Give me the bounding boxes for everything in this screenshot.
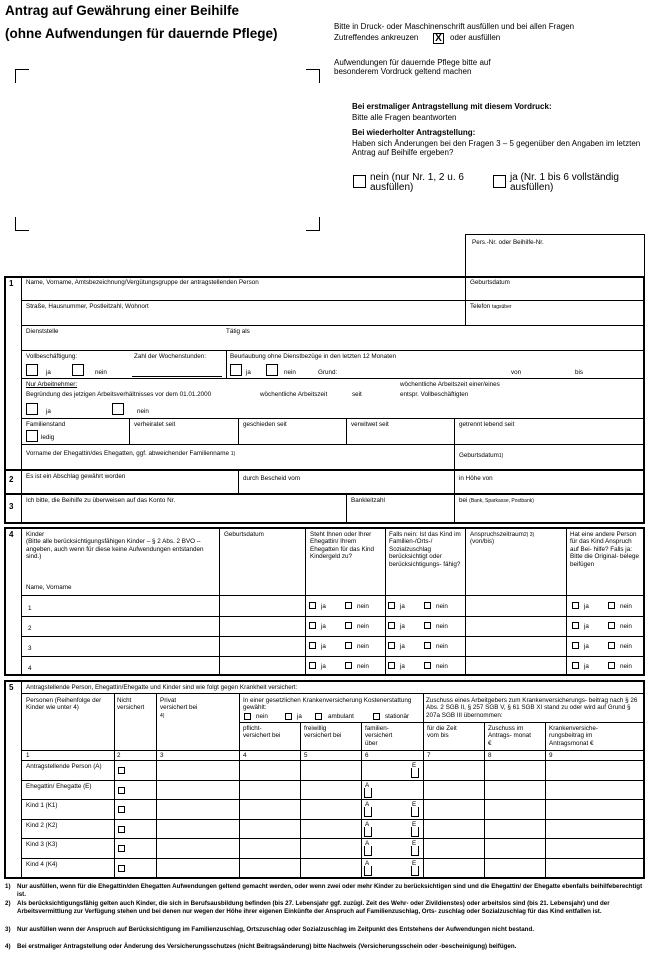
nicht-versichert-header: Nicht versichert [117,697,145,712]
insured-person-label: Ehegattin/ Ehegatte (E) [26,783,92,790]
footnote-number: 2) [5,900,11,907]
freiwillig-field[interactable] [301,781,360,799]
privat-field[interactable] [157,820,238,838]
column-number: 4 [243,752,247,759]
insured-person-label: Kind 1 (K1) [26,802,58,809]
column-number: 8 [488,752,492,759]
zuschuss-antrag-header: Zuschuss im Antrags- monat € [488,725,532,747]
kindergeld-ja-label: ja [321,603,326,610]
pflicht-field[interactable] [240,820,299,838]
zuschuss-zeit-field[interactable] [424,781,483,799]
arbeitnehmer-nein-checkbox[interactable] [112,403,124,415]
column-number: 1 [26,752,30,759]
zuschlag-ja-checkbox[interactable] [388,602,395,609]
pflicht-field[interactable] [240,839,299,857]
vollbeschaeftigung-nein-label: nein [95,369,107,376]
column-number: 2 [117,752,121,759]
child-name-field[interactable] [22,637,218,655]
section-1-number: 1 [9,279,14,288]
ehegatte-birthdate-label[interactable]: Geburtsdatum1) [459,452,504,459]
dienststelle-label[interactable]: Dienststelle [26,328,59,335]
repeat-application-text: Haben sich Änderungen bei den Fragen 3 – 5 gegenüber den Angaben im letzten Antrag auf Beihilfe ergeben? [352,139,641,157]
gesetzlich-header: In einer gesetzlichen Krankenversicherung Kostenerstattung gewählt: [243,697,412,712]
kostenerstattung-ja-label: ja [297,713,302,720]
kostenerstattung-ambulant-checkbox[interactable] [315,713,322,720]
zuschlag-nein-checkbox[interactable] [424,602,431,609]
beitrag-field[interactable] [546,781,643,799]
andere-person-nein-label: nein [620,643,632,650]
kindergeld-ja-label: ja [321,643,326,650]
privat-field[interactable] [157,781,238,799]
verwitwet-label[interactable]: verwitwet seit [351,421,389,428]
verheiratet-label[interactable]: verheiratet seit [134,421,176,428]
kindergeld-nein-label: nein [357,643,369,650]
insured-person-label: Kind 4 (K4) [26,861,58,868]
familienversichert-e-marker[interactable] [411,827,419,837]
familienstand-label: Familienstand [26,421,66,428]
section-5-number: 5 [9,683,14,692]
freiwillig-field[interactable] [301,839,360,857]
familienversichert-e-marker[interactable] [411,866,419,876]
address-corner-br [306,217,320,231]
telefon-label[interactable]: Telefon tagsüber [470,303,512,310]
column-number: 3 [160,752,164,759]
zuschlag-nein-checkbox[interactable] [424,662,431,669]
marker-e-label: E [412,821,417,828]
familienversichert-e-marker[interactable] [411,807,419,817]
child-anspruch-field[interactable] [466,617,565,635]
nicht-versichert-checkbox[interactable] [118,767,125,774]
zuschlag-nein-checkbox[interactable] [424,622,431,629]
footnote-number: 4) [5,943,11,950]
andere-person-ja-label: ja [584,623,589,630]
privat-field[interactable] [157,859,238,877]
privat-field[interactable] [157,800,238,818]
arbeitnehmer-nein-label: nein [137,408,149,415]
andere-person-header: Hat eine andere Person für das Kind Anspruch auf Bei- hilfe? Falls ja: Bitte die Original- belege beifügen [570,531,639,568]
ehegatte-label[interactable]: Vorname der Ehegattin/des Ehegatten, ggf. abweichender Familienname 1) [26,450,236,457]
beitrag-field[interactable] [546,800,643,818]
footnote-text: Bei erstmaliger Antragstellung oder Änderung des Versicherungsschutzes (nicht Beitragsänderung) bitte Nachweis (Versicherungsschein oder -bescheinigung) beifügen. [17,943,517,950]
kindergeld-nein-label: nein [357,603,369,610]
child-birthdate-field[interactable] [220,637,304,655]
zuschlag-ja-label: ja [400,663,405,670]
zuschlag-header: Falls nein: Ist das Kind im Familien-/Orts-/ Sozialzuschlag berücksichtigt oder berücksichtigungs- fähig? [389,531,461,568]
column-number: 5 [304,752,308,759]
marker-a-label: A [365,801,370,808]
beurlaubung-nein-checkbox[interactable] [266,364,278,376]
footnote-number: 1) [5,883,11,890]
child-row-number: 4 [28,665,32,672]
address-label[interactable]: Straße, Hausnummer, Postleitzahl, Wohnort [26,303,149,310]
kinder-name-header: Name, Vorname [26,584,72,591]
zuschuss-zeit-field[interactable] [424,839,483,857]
child-name-field[interactable] [22,617,218,635]
kindergeld-nein-checkbox[interactable] [345,642,352,649]
marker-e-label: E [412,860,417,867]
section-1-3-frame [4,276,645,524]
fuer-zeit-header: für die Zeit vom bis [427,725,457,740]
kostenerstattung-nein-checkbox[interactable] [244,713,251,720]
kindergeld-ja-checkbox[interactable] [309,602,316,609]
beurlaubung-nein-label: nein [284,369,296,376]
zuschuss-header: Zuschuss eines Arbeitgebers zum Krankenversicherungs- beitrag nach § 26 Abs. 2 SGB II, § 257 SGB V, § 61 SGB XI stand zu oder wird auf Grund § 207a SGB III übernommen: [426,697,638,719]
begruendung-label: Begründung des jetzigen Arbeitsverhältnisses vor dem 01.01.2000 [26,391,212,398]
marker-a-label: A [365,860,370,867]
beitrag-field[interactable] [546,839,643,857]
pers-nr-label: Pers.-Nr. oder Beihilfe-Nr. [472,239,544,246]
krankenbeitrag-header: Krankenversiche- rungsbeitrag im Antragsmonat € [549,725,598,747]
andere-person-nein-checkbox[interactable] [608,622,615,629]
zuschlag-ja-label: ja [400,603,405,610]
kindergeld-ja-checkbox[interactable] [309,642,316,649]
child-birthdate-field[interactable] [220,597,304,615]
familienversichert-a-marker[interactable] [364,846,372,856]
kindergeld-header: Steht Ihnen oder Ihrer Ehegattin/ Ihrem Ehegatten für das Kind Kindergeld zu? [310,531,375,561]
vollbeschaeftigung-nein-checkbox[interactable] [72,364,84,376]
pflicht-field[interactable] [240,859,299,877]
zuschlag-ja-checkbox[interactable] [388,642,395,649]
address-corner-bl [15,217,29,231]
andere-person-ja-label: ja [584,603,589,610]
andere-person-ja-label: ja [584,643,589,650]
andere-person-nein-label: nein [620,603,632,610]
anspruch-header: Anspruchszeitraum2) 3) (von/bis) [470,531,535,546]
wochenstunden-label: Zahl der Wochenstunden: [134,353,206,360]
kostenerstattung-ja-checkbox[interactable] [285,713,292,720]
form-title-line1: Antrag auf Gewährung einer Beihilfe [5,3,240,18]
andere-person-ja-checkbox[interactable] [572,662,579,669]
hoehe-label[interactable]: in Höhe von [459,475,493,482]
child-birthdate-field[interactable] [220,657,304,675]
vollbeschaeftigung-ja-checkbox[interactable] [26,364,38,376]
woechentliche-einer-label: wöchentliche Arbeitszeit einer/eines [400,381,500,388]
insured-person-label: Kind 3 (K3) [26,841,58,848]
getrennt-label[interactable]: getrennt lebend seit [459,421,515,428]
andere-person-nein-checkbox[interactable] [608,662,615,669]
footnote-text: Nur ausfüllen, wenn für die Ehegattin/den Ehegatten Aufwendungen geltend gemacht werden, oder wenn zwei oder mehr Kinder zu berücksichtigen sind und die Ehegattin/ der Ehegatte ebenfalls beihilfeberechtigt ist. [17,883,643,898]
kindergeld-nein-label: nein [357,663,369,670]
kindergeld-ja-checkbox[interactable] [309,622,316,629]
geschieden-label[interactable]: geschieden seit [243,421,287,428]
instruction-line2b: oder ausfüllen [450,33,501,42]
zuschuss-betrag-field[interactable] [485,781,544,799]
changes-yes-label: ja (Nr. 1 bis 6 vollständig ausfüllen) [510,172,619,193]
insured-person-label: Antragstellende Person (A) [26,763,102,770]
bescheid-label[interactable]: durch Bescheid vom [243,475,301,482]
freiwillig-header: freiwillig versichert bei [304,725,342,740]
zuschlag-ja-checkbox[interactable] [388,662,395,669]
footnote-number: 3) [5,926,11,933]
column-number: 7 [427,752,431,759]
form-title-line2: (ohne Aufwendungen für dauernde Pflege) [5,26,278,41]
changes-no-label: nein (nur Nr. 1, 2 u. 6 ausfüllen) [370,172,464,193]
kinder-header: Kinder (Bitte alle berücksichtigungsfähigen Kinder – § 2 Abs. 2 BVO – angeben, auch wenn für diese keine Aufwendungen entstanden sind.) [26,531,204,561]
zuschuss-betrag-field[interactable] [485,820,544,838]
kinder-geburtsdatum-header: Geburtsdatum [224,531,264,538]
marker-e-label: E [412,840,417,847]
andere-person-nein-checkbox[interactable] [608,642,615,649]
pflicht-header: pflicht- versichert bei [243,725,281,740]
freiwillig-field[interactable] [301,761,360,779]
address-corner-tr [306,69,320,83]
zuschuss-zeit-field[interactable] [424,761,483,779]
kostenerstattung-stationaer-checkbox[interactable] [373,713,380,720]
seit-label[interactable]: seit [352,391,362,398]
grund-label: Grund: [318,369,338,376]
familienversichert-e-marker[interactable] [411,846,419,856]
kindergeld-nein-checkbox[interactable] [345,662,352,669]
beitrag-field[interactable] [546,761,643,779]
child-anspruch-field[interactable] [466,657,565,675]
instruction-line2a: Zutreffendes ankreuzen [334,33,419,42]
child-anspruch-field[interactable] [466,637,565,655]
nicht-versichert-checkbox[interactable] [118,826,125,833]
footnote-text: Als berücksichtigungsfähig gelten auch Kinder, die sich in Berufsausbildung befinden (bis 27. Lebensjahr ggf. zuzügl. Zeit des Wehr- oder Zivildienstes) oder arbeitslos sind (bis 21. Lebensjahr) und der Arbeitsvermittlung zur Verfügung stehen und bei denen nur wegen der Höhe ihrer eigenen Einkünfte der Anspruch auf Familienzuschlag, Orts- zuschlag oder Sozialzuschlag für das Kind entfallen ist. [17,900,610,915]
von-label: von [511,369,522,376]
freiwillig-field[interactable] [301,820,360,838]
familienversichert-a-marker[interactable] [364,866,372,876]
andere-person-ja-checkbox[interactable] [572,602,579,609]
zuschlag-nein-label: nein [436,623,448,630]
footnote-text: Nur ausfüllen wenn der Anspruch auf Berücksichtigung im Familienzuschlag, Ortszuschlag oder Sozialzuschlag im Zeitpunkt des Entstehens der Aufwendungen nicht bestand. [17,926,534,933]
example-x-checkbox: X [433,33,444,44]
kostenerstattung-ambulant-label: ambulant [328,713,354,720]
beitrag-field[interactable] [546,859,643,877]
zuschlag-nein-label: nein [436,603,448,610]
kindergeld-nein-checkbox[interactable] [345,622,352,629]
vollbeschaeftigung-label: Vollbeschäftigung: [26,353,78,360]
child-name-field[interactable] [22,657,218,675]
familien-header: familien- versichert über [365,725,393,747]
zuschuss-betrag-field[interactable] [485,761,544,779]
marker-a-label: A [365,840,370,847]
andere-person-ja-checkbox[interactable] [572,622,579,629]
kindergeld-ja-checkbox[interactable] [309,662,316,669]
kostenerstattung-nein-label: nein [256,713,268,720]
ledig-label: ledig [41,434,55,441]
marker-e-label: E [412,762,417,769]
andere-person-ja-checkbox[interactable] [572,642,579,649]
privat-field[interactable] [157,761,238,779]
pflicht-field[interactable] [240,761,299,779]
changes-yes-checkbox[interactable] [493,175,506,188]
pflicht-field[interactable] [240,800,299,818]
zuschlag-ja-label: ja [400,623,405,630]
first-application-title: Bei erstmaliger Antragstellung mit diesem Vordruck: [352,102,552,111]
andere-person-ja-label: ja [584,663,589,670]
zuschuss-zeit-field[interactable] [424,800,483,818]
woechentliche-label[interactable]: wöchentliche Arbeitszeit [260,391,328,398]
privat-field[interactable] [157,839,238,857]
kindergeld-ja-label: ja [321,623,326,630]
familienversichert-a-marker[interactable] [364,827,372,837]
child-row-number: 3 [28,645,32,652]
nicht-versichert-checkbox[interactable] [118,806,125,813]
beurlaubung-label: Beurlaubung ohne Dienstbezüge in den letzten 12 Monaten [230,353,396,360]
familienversichert-a-marker[interactable] [364,807,372,817]
nicht-versichert-checkbox[interactable] [118,787,125,794]
nicht-versichert-checkbox[interactable] [118,865,125,872]
bank-label[interactable]: bei (Bank, Sparkasse, Postbank) [459,497,534,504]
familienversichert-e-marker[interactable] [411,768,419,778]
zuschuss-betrag-field[interactable] [485,839,544,857]
column-number: 6 [365,752,369,759]
pflege-note: Aufwendungen für dauernde Pflege bitte auf besonderem Vordruck geltend machen [334,58,491,76]
zuschuss-betrag-field[interactable] [485,800,544,818]
andere-person-nein-checkbox[interactable] [608,602,615,609]
vollbeschaeftigung-ja-label: ja [46,369,51,376]
bis-label: bis [575,369,584,376]
freiwillig-field[interactable] [301,859,360,877]
section-3-number: 3 [9,502,14,511]
zuschuss-betrag-field[interactable] [485,859,544,877]
kostenerstattung-stationaer-label: stationär [385,713,410,720]
kindergeld-nein-label: nein [357,623,369,630]
birthdate-label[interactable]: Geburtsdatum [470,279,510,286]
zuschlag-nein-label: nein [436,643,448,650]
repeat-application-title: Bei wiederholter Antragstellung: [352,128,476,137]
entspr-label[interactable]: entspr. Vollbeschäftigten [400,391,469,398]
zuschuss-zeit-field[interactable] [424,820,483,838]
arbeitnehmer-ja-checkbox[interactable] [26,403,38,415]
nicht-versichert-checkbox[interactable] [118,845,125,852]
column-number: 9 [549,752,553,759]
familienversichert-a-marker[interactable] [364,788,372,798]
zuschlag-nein-checkbox[interactable] [424,642,431,649]
name-label[interactable]: Name, Vorname, Amtsbezeichnung/Vergütungsgruppe der antragstellenden Person [26,279,259,286]
ledig-checkbox[interactable] [26,430,38,442]
nur-arbeitnehmer-label: Nur Arbeitnehmer: [26,381,78,388]
andere-person-nein-label: nein [620,623,632,630]
privat-header: Privat versichert bei 4) [160,697,198,719]
blz-label[interactable]: Bankleitzahl [351,497,385,504]
pflicht-field[interactable] [240,781,299,799]
changes-no-checkbox[interactable] [353,175,366,188]
child-name-field[interactable] [22,597,218,615]
child-birthdate-field[interactable] [220,617,304,635]
first-application-text: Bitte alle Fragen beantworten [352,113,457,122]
marker-e-label: E [412,801,417,808]
insured-person-label: Kind 2 (K2) [26,822,58,829]
section-2-number: 2 [9,475,14,484]
zuschuss-zeit-field[interactable] [424,859,483,877]
beitrag-field[interactable] [546,820,643,838]
address-corner-tl [15,69,29,83]
kindergeld-nein-checkbox[interactable] [345,602,352,609]
arbeitnehmer-ja-label: ja [46,408,51,415]
child-anspruch-field[interactable] [466,597,565,615]
zuschlag-ja-checkbox[interactable] [388,622,395,629]
marker-a-label: A [365,821,370,828]
beurlaubung-ja-label: ja [246,369,251,376]
beurlaubung-ja-checkbox[interactable] [230,364,242,376]
andere-person-nein-label: nein [620,663,632,670]
personen-header: Personen (Reihenfolge der Kinder wie unter 4) [26,697,102,712]
child-row-number: 2 [28,625,32,632]
instruction-line1: Bitte in Druck- oder Maschinenschrift ausfüllen und bei allen Fragen [334,22,575,31]
zuschlag-ja-label: ja [400,643,405,650]
freiwillig-field[interactable] [301,800,360,818]
konto-label[interactable]: Ich bitte, die Beihilfe zu überweisen auf das Konto Nr. [26,497,176,504]
kindergeld-ja-label: ja [321,663,326,670]
zuschlag-nein-label: nein [436,663,448,670]
s5-intro: Antragstellende Person, Ehegattin/Ehegatte und Kinder sind wie folgt gegen Krankheit versichert: [26,684,298,691]
abschlag-label: Es ist ein Abschlag gewährt worden [26,473,126,480]
taetig-label[interactable]: Tätig als [226,328,250,335]
child-row-number: 1 [28,605,32,612]
section-4-number: 4 [9,530,14,539]
marker-a-label: A [365,782,370,789]
